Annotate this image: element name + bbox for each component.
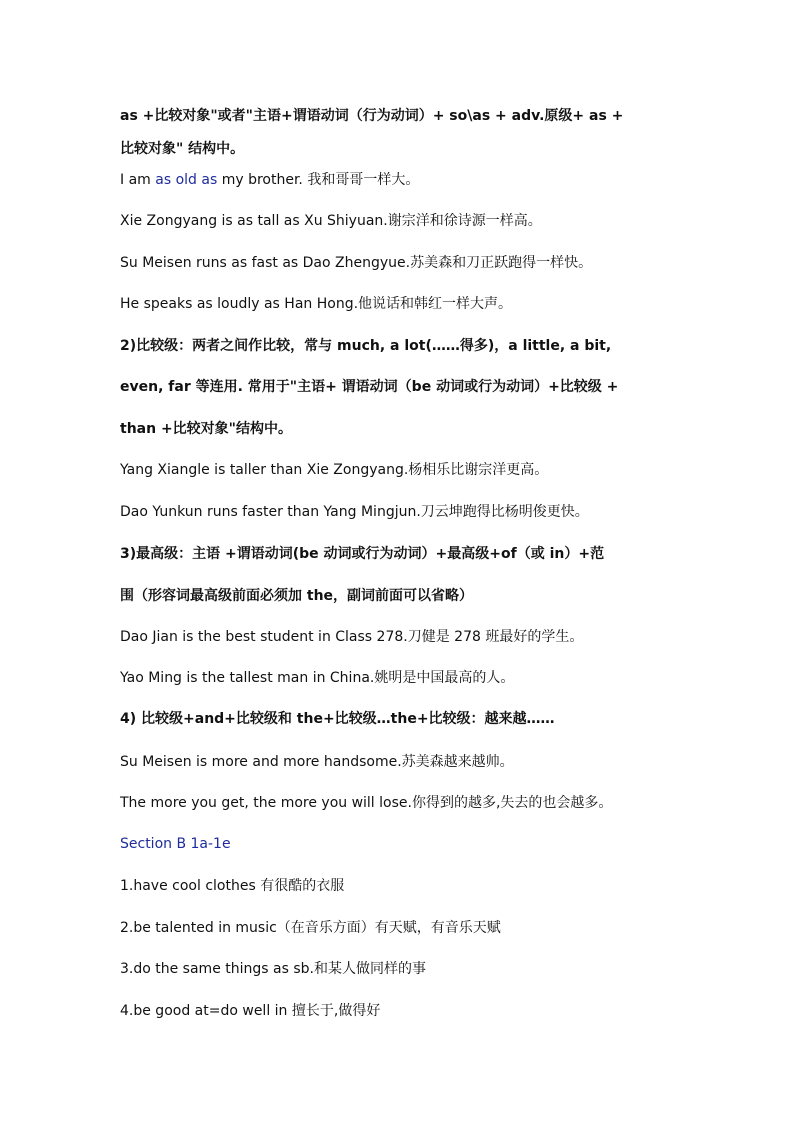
example-line: Yao Ming is the tallest man in China.姚明是中国最高的人。 — [120, 670, 515, 686]
comparative-rule-line-3: than +比较对象"结构中。 — [120, 421, 292, 437]
comparative-rule-line-2: even, far 等连用. 常用于"主语+ 谓语动词（be 动词或行为动词）+比较级 + — [120, 379, 619, 395]
phrase-item-3: 3.do the same things as sb.和某人做同样的事 — [120, 961, 426, 977]
example-line: He speaks as loudly as Han Hong.他说话和韩红一样大声。 — [120, 296, 513, 312]
comparative-structure-line-2: 比较对象" 结构中。 — [120, 141, 245, 157]
superlative-rule-line-1: 3)最高级：主语 +谓语动词(be 动词或行为动词）+最高级+of（或 in）+范 — [120, 546, 605, 562]
phrase-item-2: 2.be talented in music（在音乐方面）有天赋，有音乐天赋 — [120, 920, 501, 936]
example-line: Su Meisen runs as fast as Dao Zhengyue.苏美森和刀正跃跑得一样快。 — [120, 255, 593, 271]
example-line: Xie Zongyang is as tall as Xu Shiyuan.谢宗洋和徐诗源一样高。 — [120, 213, 542, 229]
superlative-rule-line-2: 围（形容词最高级前面必须加 the，副词前面可以省略） — [120, 588, 474, 604]
phrase-item-4: 4.be good at=do well in 擅长于,做得好 — [120, 1003, 381, 1019]
example-prefix: I am — [120, 172, 156, 188]
section-heading: Section B 1a-1e — [120, 836, 231, 852]
example-line: Dao Jian is the best student in Class 278.刀健是 278 班最好的学生。 — [120, 629, 584, 645]
example-line: Yang Xiangle is taller than Xie Zongyang.杨相乐比谢宗洋更高。 — [120, 462, 549, 478]
highlighted-phrase: as old as — [155, 172, 218, 188]
example-line: Su Meisen is more and more handsome.苏美森越来越帅。 — [120, 754, 514, 770]
rule-heading-4: 4) 比较级+and+比较级和 the+比较级…the+比较级：越来越…… — [120, 711, 555, 727]
example-line-as-old-as — [120, 170, 740, 190]
example-line: The more you get, the more you will lose.你得到的越多,失去的也会越多。 — [120, 795, 613, 811]
phrase-item-1: 1.have cool clothes 有很酷的衣服 — [120, 878, 345, 894]
example-suffix: my brother. 我和哥哥一样大。 — [217, 172, 420, 188]
comparative-structure-line-1: as +比较对象"或者"主语+谓语动词（行为动词）+ so\as + adv.原级+ as + — [120, 108, 624, 124]
example-line: Dao Yunkun runs faster than Yang Mingjun.刀云坤跑得比杨明俊更快。 — [120, 504, 589, 520]
comparative-rule-line-1: 2)比较级：两者之间作比较，常与 much, a lot(……得多)，a little, a bit, — [120, 338, 612, 354]
